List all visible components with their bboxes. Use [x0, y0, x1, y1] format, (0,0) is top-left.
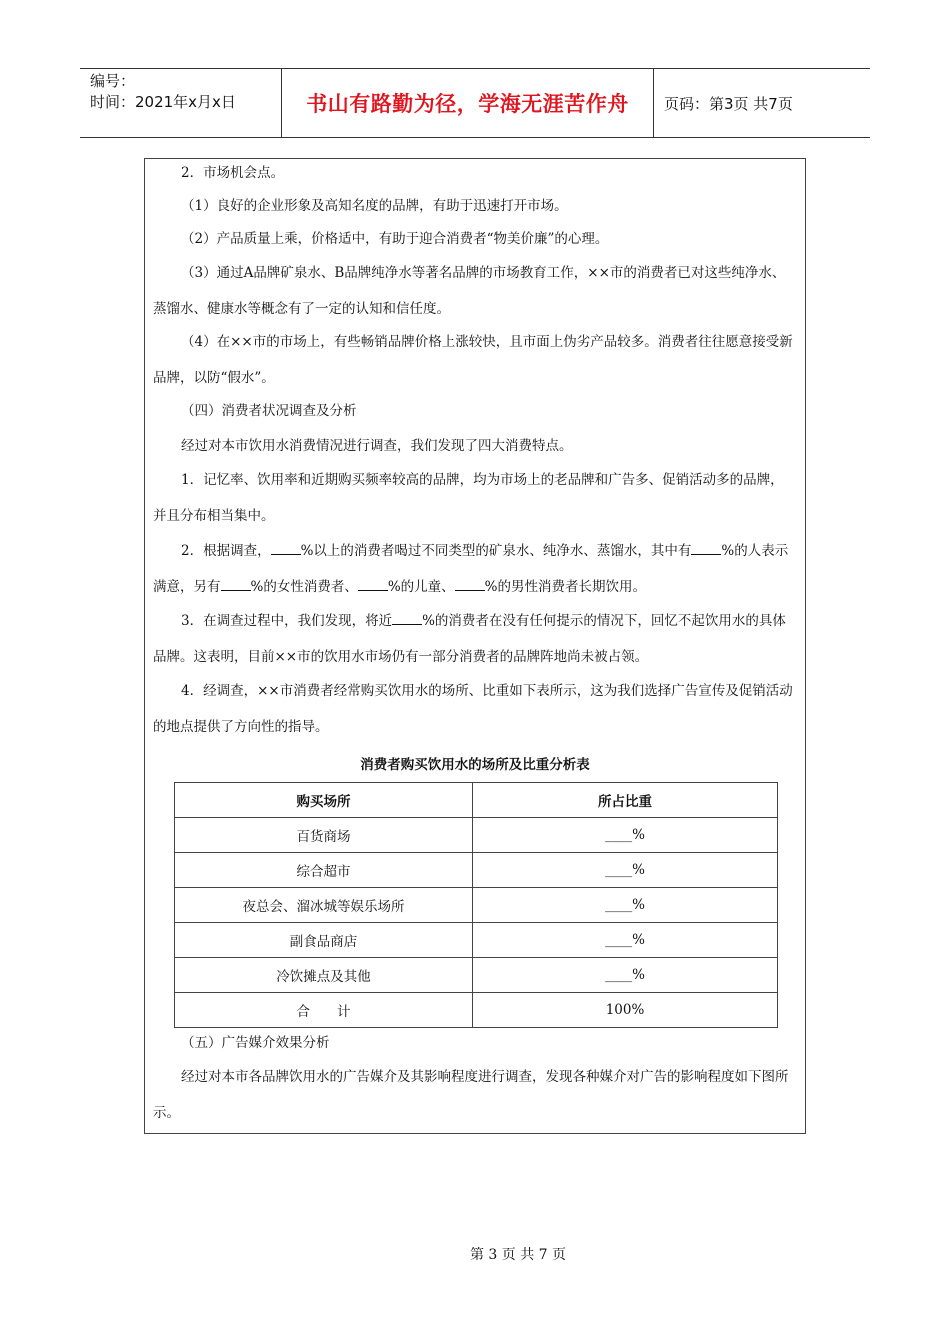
table-cell-location: 百货商场: [175, 818, 473, 853]
text-segment: 3．在调查过程中，我们发现，将近: [181, 613, 393, 629]
table-total-row: [175, 993, 778, 1028]
section-heading-consumer: （四）消费者状况调查及分析: [181, 403, 357, 419]
table-cell-location: 合 计: [175, 993, 473, 1028]
header-page-indicator: 页码：第3页 共7页: [664, 94, 793, 113]
paragraph-finding-2: [153, 533, 797, 605]
table-cell-share: ____%: [473, 888, 778, 923]
fill-blank: [392, 612, 422, 625]
section-heading-media: （五）广告媒介效果分析: [181, 1035, 330, 1051]
page-footer: 第 3 页 共 7 页: [469, 1247, 567, 1263]
table-row: [175, 923, 778, 958]
paragraph-point-2: （2）产品质量上乘，价格适中，有助于迎合消费者“物美价廉”的心理。: [181, 231, 609, 247]
table-cell-share: ____%: [473, 818, 778, 853]
table-cell-location: 冷饮摊点及其他: [175, 958, 473, 993]
fill-blank: [691, 542, 721, 555]
page-header: [80, 68, 870, 138]
paragraph-point-3: （3）通过A品牌矿泉水、B品牌纯净水等著名品牌的市场教育工作，××市的消费者已对这些纯净水、蒸馏水、健康水等概念有了一定的认知和信任度。: [153, 265, 786, 317]
document-date-label: 时间：2021年x月x日: [90, 93, 236, 111]
table-cell-location: 夜总会、溜冰城等娱乐场所: [175, 888, 473, 923]
header-meta: [80, 69, 282, 137]
table-row: [175, 818, 778, 853]
content-box: [144, 158, 806, 1134]
table-row: [175, 958, 778, 993]
paragraph-point-4: （4）在××市的市场上，有些畅销品牌价格上涨较快，且市面上伪劣产品较多。消费者往往愿意接受新品牌，以防“假水”。: [153, 334, 793, 386]
text-segment: 2．根据调查，: [181, 543, 271, 559]
table-cell-share: ____%: [473, 958, 778, 993]
text-segment: %的消费者在没有任何提示的情况下，回忆不起饮用水的具体品牌。这表明，目前××市的饮用水市场仍有一部分消费者的品牌阵地尚未被占领。: [153, 613, 786, 665]
text-segment: %以上的消费者喝过不同类型的矿泉水、纯净水、蒸馏水，其中有: [300, 543, 692, 559]
paragraph-media-intro: 经过对本市各品牌饮用水的广告媒介及其影响程度进行调查，发现各种媒介对广告的影响程度如下图所示。: [153, 1069, 789, 1121]
table-row: [175, 853, 778, 888]
text-segment: %的人表示满意，另有: [153, 543, 789, 595]
table-cell-location: 综合超市: [175, 853, 473, 888]
header-motto: 书山有路勤为径，学海无涯苦作舟: [282, 69, 654, 137]
text-segment: %的男性消费者长期饮用。: [484, 579, 646, 595]
text-segment: %的女性消费者、: [250, 579, 358, 595]
table-header-row: [175, 783, 778, 818]
fill-blank: [221, 578, 251, 591]
table-cell-share: ____%: [473, 923, 778, 958]
paragraph-finding-4: 4．经调查，××市消费者经常购买饮用水的场所、比重如下表所示，这为我们选择广告宣传及促销活动的地点提供了方向性的指导。: [153, 683, 793, 735]
column-header-share: 所占比重: [473, 783, 778, 818]
paragraph-market-opportunity: 2．市场机会点。: [181, 165, 285, 181]
table-cell-share: 100%: [473, 993, 778, 1028]
text-segment: %的儿童、: [387, 579, 455, 595]
purchase-location-table: [174, 782, 778, 1028]
table-row: [175, 888, 778, 923]
column-header-location: 购买场所: [175, 783, 473, 818]
fill-blank: [358, 578, 388, 591]
table-title: 消费者购买饮用水的场所及比重分析表: [360, 757, 590, 773]
paragraph-finding-3: [153, 603, 797, 675]
paragraph-finding-1: 1．记忆率、饮用率和近期购买频率较高的品牌，均为市场上的老品牌和广告多、促销活动多的品牌，并且分布相当集中。: [153, 472, 784, 524]
document-number-label: 编号：: [90, 72, 136, 90]
paragraph-point-1: （1）良好的企业形象及高知名度的品牌，有助于迅速打开市场。: [181, 198, 568, 214]
fill-blank: [455, 578, 485, 591]
table-cell-location: 副食品商店: [175, 923, 473, 958]
paragraph-survey-intro: 经过对本市饮用水消费情况进行调查，我们发现了四大消费特点。: [181, 438, 573, 454]
table-cell-share: ____%: [473, 853, 778, 888]
fill-blank: [271, 542, 301, 555]
